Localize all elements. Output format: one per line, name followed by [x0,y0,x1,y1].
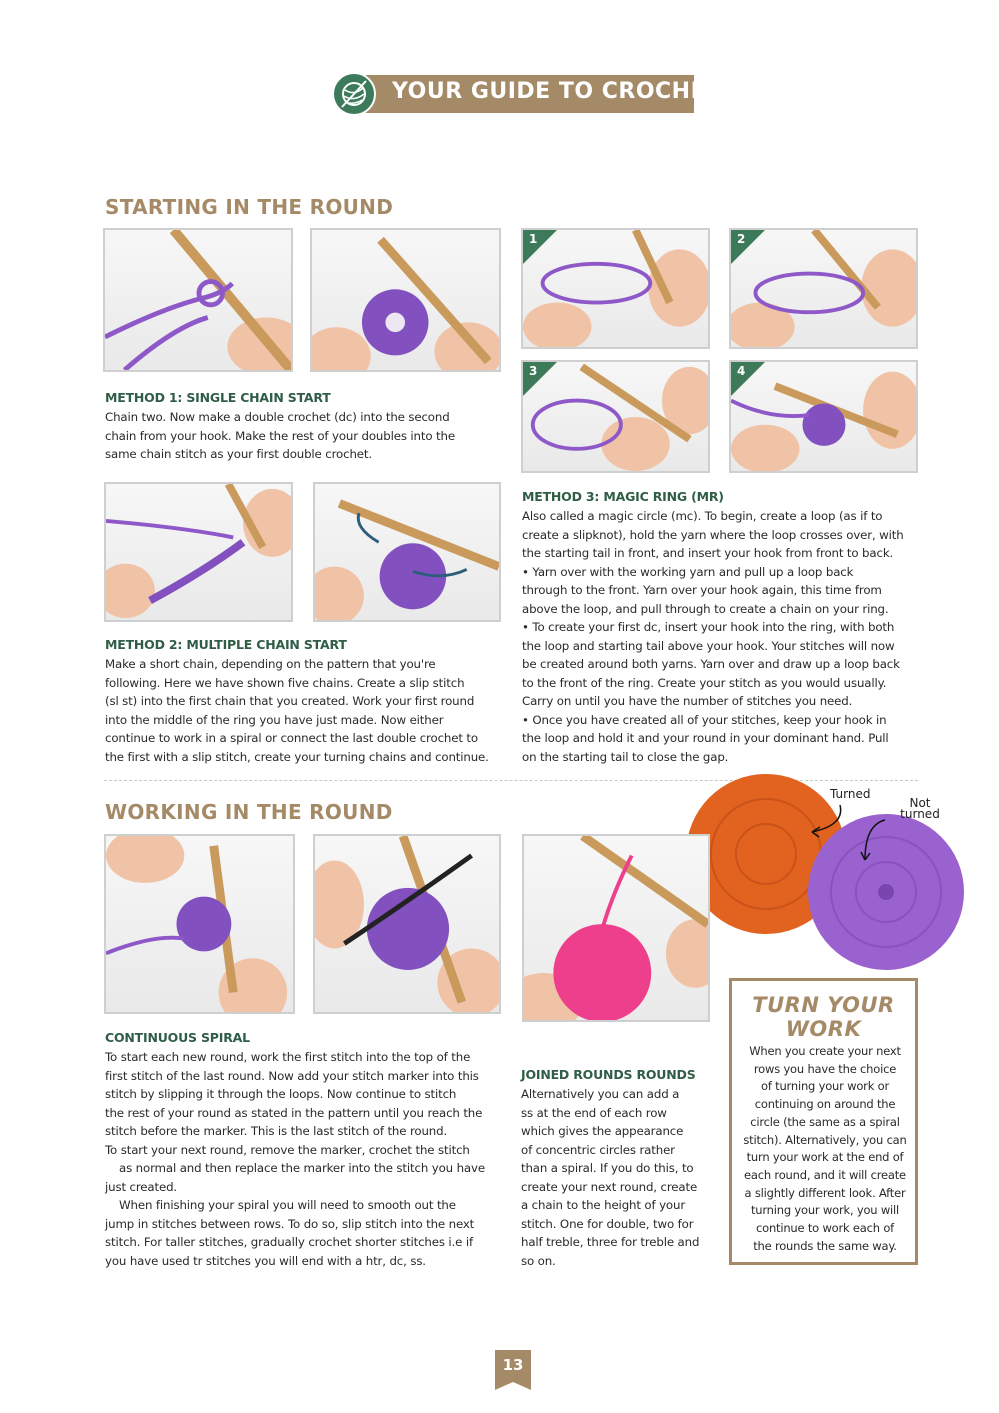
photo-multiple-chain-2 [313,482,501,622]
page-number-badge [495,1350,531,1390]
photo-multiple-chain-1 [104,482,293,622]
joined-line: ss at the end of each row [521,1105,667,1120]
turnbox-line: continue to work each of [755,1221,895,1236]
method3-line: above the loop, and pull through to create a chain on your ring. [522,601,889,616]
step-number: 1 [529,232,538,246]
turnbox-line: the rounds the same way. [753,1238,897,1253]
method1-heading: METHOD 1: SINGLE CHAIN START [105,390,331,405]
method1-line: chain from your hook. Make the rest of your doubles into the [105,428,455,443]
yarn-ball-icon [332,72,376,116]
spiral-line: stitch before the marker. This is the last stitch of the round. [105,1124,448,1138]
header-banner [332,72,722,116]
turn-title-line2: WORK [785,1017,862,1041]
method3-line: Also called a magic circle (mc). To begin, create a loop (as if to [522,509,883,523]
magic-ring-step-1-photo [521,228,710,349]
turn-your-work-box [729,978,918,1265]
spiral-line: stitch. For taller stitches, gradually crochet shorter stitches i.e if [105,1235,473,1249]
turned-label: Turned [830,787,871,801]
photo-single-chain-2 [310,228,501,372]
page-number: 13 [502,1356,524,1374]
turn-your-work-title [732,993,915,1041]
joined-line: half treble, three for treble and [521,1235,700,1249]
method1-text [105,408,500,464]
spiral-line: just created. [105,1179,178,1194]
photo-spiral-2 [313,834,501,1014]
spiral-line: as normal and then replace the marker into the stitch you have [119,1161,485,1175]
turnbox-line: turning your work, you will [750,1203,900,1218]
spiral-line: you have used tr stitches you will end with a htr, dc, ss. [105,1253,426,1268]
spiral-line: the rest of your round as stated in the pattern until you reach the [105,1105,483,1120]
step-number: 3 [529,364,538,378]
joined-rounds-heading: JOINED ROUNDS ROUNDS [521,1067,696,1082]
photo-single-chain-1 [103,228,293,372]
method3-line: • Yarn over with the working yarn and pull up a loop back [522,564,854,579]
turnbox-line: each round, and it will create [744,1167,906,1182]
method2-line: into the middle of the ring you have just made. Now either [105,712,444,727]
magic-ring-step-4-photo [729,360,918,473]
method3-line: the loop and hold it and your round in your dominant hand. Pull [522,731,889,745]
turnbox-line: of turning your work or [761,1079,889,1094]
method3-line: create a slipknot), hold the yarn where the loop crosses over, with [522,527,904,542]
spiral-line: To start each new round, work the first stitch into the top of the [105,1050,471,1064]
turnbox-line: a slightly different look. After [744,1185,906,1200]
method3-heading: METHOD 3: MAGIC RING (MR) [522,489,724,504]
turnbox-line: stitch). Alternatively, you can [743,1132,907,1147]
joined-line: a chain to the height of your [521,1198,686,1212]
photo-spiral-1 [104,834,295,1014]
section-title-starting: STARTING IN THE ROUND [105,195,394,219]
joined-line: stitch. One for double, two for [521,1216,694,1231]
section-title-working: WORKING IN THE ROUND [105,800,393,824]
method2-line: (sl st) into the first chain that you created. Work your first round [105,694,475,708]
turn-title-line1: TURN YOUR [752,993,895,1017]
joined-line: which gives the appearance [521,1124,684,1138]
spiral-line: first stitch of the last round. Now add your stitch marker into this [105,1068,479,1083]
turnbox-line: continuing on around the [754,1097,896,1112]
continuous-spiral-text [105,1048,500,1270]
spiral-line: To start your next round, remove the marker, crochet the stitch [105,1142,470,1157]
method3-line: on the starting tail to close the gap. [522,749,729,764]
magic-ring-step-2-photo [729,228,918,349]
method3-text [522,507,920,766]
turnbox-line: circle (the same as a spiral [750,1114,900,1129]
method3-line: through to the front. Yarn over your hook again, this time from [522,583,882,597]
joined-line: create your next round, create [521,1179,698,1194]
turnbox-line: When you create your next [749,1044,901,1058]
method3-line: be created around both yarns. Yarn over and draw up a loop back [522,657,900,671]
continuous-spiral-heading: CONTINUOUS SPIRAL [105,1030,250,1045]
spiral-line: jump in stitches between rows. To do so, slip stitch into the next [105,1216,475,1231]
step-number: 2 [737,232,746,246]
method3-line: • To create your first dc, insert your hook into the ring, with both [522,620,895,634]
joined-rounds-text [521,1085,716,1270]
page-title: YOUR GUIDE TO CROCHET [392,79,722,104]
magic-ring-step-3-photo [521,360,710,473]
method3-line: Carry on until you have the number of stitches you need. [522,694,853,708]
not-turned-label: Not turned [900,796,940,821]
step-number: 4 [737,364,746,378]
turn-your-work-text [740,1043,910,1255]
method3-line: • Once you have created all of your stitches, keep your hook in [522,712,887,727]
method2-line: continue to work in a spiral or connect the last double crochet to [105,731,478,745]
joined-line: than a spiral. If you do this, to [521,1161,694,1175]
turnbox-line: rows you have the choice [753,1061,897,1076]
spiral-line: When finishing your spiral you will need to smooth out the [119,1198,456,1212]
method2-line: following. Here we have shown five chains. Create a slip stitch [105,675,465,690]
method1-line: same chain stitch as your first double crochet. [105,447,372,461]
photo-joined-rounds [522,834,710,1022]
joined-line: Alternatively you can add a [521,1087,680,1101]
turnbox-line: turn your work at the end of [746,1150,904,1165]
method3-line: to the front of the ring. Create your stitch as you would usually. [522,675,887,690]
method2-line: the first with a slip stitch, create your turning chains and continue. [105,749,489,764]
method2-line: Make a short chain, depending on the pattern that you're [105,657,436,671]
spiral-line: stitch by slipping it through the loops. Now continue to stitch [105,1087,457,1101]
joined-line: of concentric circles rather [521,1142,675,1157]
method1-line: Chain two. Now make a double crochet (dc) into the second [105,410,450,424]
method3-line: the starting tail in front, and insert your hook from front to back. [522,546,894,560]
method2-heading: METHOD 2: MULTIPLE CHAIN START [105,637,347,652]
joined-line: so on. [521,1253,556,1268]
method3-line: the loop and starting tail above your hook. Your stitches will now [522,638,895,653]
method2-text [105,655,503,766]
